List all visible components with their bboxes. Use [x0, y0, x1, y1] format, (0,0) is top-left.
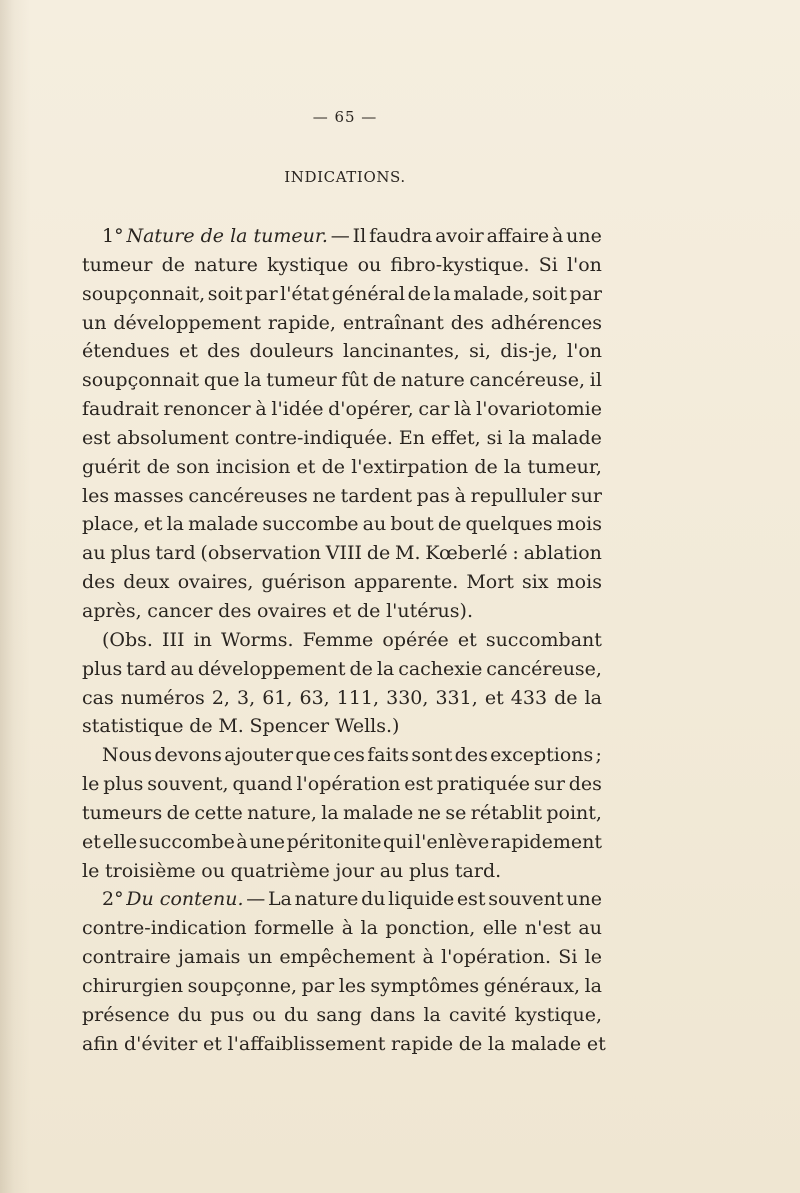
- word: chirurgien: [82, 974, 184, 997]
- word: au: [578, 917, 602, 940]
- word: développement: [113, 311, 261, 334]
- word: malade: [343, 801, 414, 824]
- word: soupçonne,: [187, 974, 298, 997]
- word: rapide,: [267, 311, 336, 334]
- word: et: [82, 830, 101, 853]
- word: soupçonnait,: [82, 282, 206, 305]
- word: six: [522, 571, 549, 594]
- word: entraînant: [342, 311, 444, 334]
- word: rapidement: [490, 830, 602, 853]
- word: l'utérus).: [386, 599, 474, 622]
- italic-heading: Nature de la tumeur.: [126, 225, 328, 247]
- word: des: [568, 773, 602, 796]
- text-line: [82, 741, 602, 770]
- word: des: [450, 311, 484, 334]
- word: ajouter: [224, 744, 294, 767]
- word: des: [218, 599, 252, 622]
- word: Wells.): [334, 715, 400, 738]
- word: la: [503, 455, 522, 478]
- word: ponction,: [385, 917, 476, 940]
- word: quelques: [465, 513, 553, 536]
- word: renoncer: [163, 398, 251, 421]
- word: par: [569, 282, 602, 305]
- word: l'on: [567, 340, 602, 363]
- text-line: [82, 222, 602, 251]
- word: nature: [194, 253, 258, 276]
- word: la: [321, 801, 339, 824]
- word: guérison: [261, 571, 346, 594]
- word: :: [512, 542, 519, 565]
- word: 63,: [299, 686, 330, 709]
- word: les: [338, 974, 366, 997]
- word: faits: [367, 744, 410, 767]
- word: cachexie: [398, 657, 483, 680]
- word: ovaires,: [177, 571, 254, 594]
- word: Femme: [302, 628, 374, 651]
- word: au: [82, 542, 106, 565]
- word: succombant: [485, 628, 602, 651]
- word: que: [203, 369, 240, 392]
- word: absolument: [116, 426, 229, 449]
- word: sang: [316, 1003, 362, 1026]
- word: jour: [335, 859, 375, 882]
- word: tumeur,: [527, 455, 602, 478]
- word: pratiquée: [436, 773, 530, 796]
- word: jamais: [178, 946, 241, 969]
- word: 2,: [211, 686, 230, 709]
- word: des: [454, 744, 488, 767]
- word: symptômes: [370, 974, 480, 997]
- word: mois: [556, 513, 602, 536]
- word: se: [445, 801, 467, 824]
- word: d'opérer,: [328, 398, 414, 421]
- text-line: [82, 453, 602, 482]
- word: cas: [82, 686, 114, 709]
- word: ne: [417, 801, 442, 824]
- word: devons: [154, 744, 222, 767]
- word: plus: [110, 542, 151, 565]
- word: place,: [82, 513, 140, 536]
- word: opérée: [382, 628, 449, 651]
- word: liquide: [388, 888, 455, 911]
- word: kystique: [267, 253, 349, 276]
- word: 111,: [336, 686, 380, 709]
- word: —: [246, 888, 266, 911]
- word: du: [361, 888, 386, 911]
- word: La: [267, 888, 292, 911]
- word: Si: [538, 253, 558, 276]
- word: et: [203, 1032, 222, 1055]
- word: la: [584, 974, 602, 997]
- text-line: [82, 972, 602, 1001]
- word: troisième: [105, 859, 196, 882]
- word: rétablit: [470, 801, 543, 824]
- text-line: [82, 539, 602, 568]
- word: nature,: [247, 801, 317, 824]
- word: VIII: [325, 542, 363, 565]
- word: douleurs: [249, 340, 334, 363]
- word: l'enlève: [415, 830, 490, 853]
- word: par: [245, 282, 278, 305]
- word: mois: [556, 571, 602, 594]
- word: sont: [411, 744, 453, 767]
- text-line: [82, 510, 602, 539]
- word: tard.: [454, 859, 502, 882]
- word: malade: [510, 1032, 582, 1055]
- word: quand: [232, 773, 293, 796]
- word: à: [255, 398, 267, 421]
- text-line: [82, 309, 602, 338]
- text-line: [82, 568, 602, 597]
- word: faudrait: [82, 398, 159, 421]
- word: de: [189, 715, 213, 738]
- word: au: [362, 513, 387, 536]
- italic-heading: Du contenu.: [126, 888, 244, 911]
- word: la: [508, 426, 526, 449]
- word: étendues: [82, 340, 170, 363]
- word: plus: [408, 859, 450, 882]
- word: et: [586, 1032, 606, 1055]
- word: et: [296, 455, 316, 478]
- text-line: [82, 914, 602, 943]
- word: malade: [531, 426, 602, 449]
- word: de: [146, 455, 171, 478]
- word: numéros: [120, 686, 205, 709]
- word: est: [404, 773, 433, 796]
- word: cavité: [448, 1003, 507, 1026]
- word: tumeurs: [82, 801, 163, 824]
- word: repulluler: [470, 484, 567, 507]
- word: malade: [188, 513, 259, 536]
- word: l'opération.: [441, 946, 552, 969]
- word: 331,: [435, 686, 478, 709]
- word: deux: [123, 571, 170, 594]
- word: que: [295, 744, 331, 767]
- word: 1°: [102, 225, 124, 247]
- text-line: [82, 626, 602, 655]
- word: nature: [294, 888, 359, 911]
- word: des: [82, 571, 116, 594]
- word: (observation: [200, 542, 321, 565]
- word: faudra: [369, 225, 433, 247]
- body-text: [82, 222, 606, 1058]
- word: sur: [533, 773, 565, 796]
- word: cette: [194, 801, 243, 824]
- word: souvent: [488, 888, 564, 911]
- word: l'état: [280, 282, 330, 305]
- word: formelle: [254, 917, 335, 940]
- word: masses: [113, 484, 184, 507]
- word: ou: [252, 1003, 276, 1026]
- word: Il: [352, 225, 367, 247]
- word: ablation: [523, 542, 602, 565]
- word: lancinantes,: [343, 340, 460, 363]
- word: bout: [390, 513, 434, 536]
- word: fût: [341, 369, 369, 392]
- word: la: [360, 917, 378, 940]
- word: est: [82, 426, 111, 449]
- word: une: [249, 830, 286, 853]
- word: l'on: [566, 253, 602, 276]
- word: ;: [595, 744, 602, 767]
- word: malade,: [453, 282, 530, 305]
- word: présence: [82, 1003, 170, 1026]
- word: et: [457, 628, 477, 651]
- word: cancéreuses: [188, 484, 308, 507]
- word: l'ovariotomie: [476, 398, 602, 421]
- word: 433: [510, 686, 548, 709]
- word: guérit: [82, 455, 141, 478]
- word: tard: [155, 542, 196, 565]
- word: nature: [400, 369, 465, 392]
- word: Nous: [102, 744, 153, 767]
- word: contre-indication: [82, 917, 247, 940]
- word: une: [566, 225, 602, 247]
- word: pas: [416, 484, 450, 507]
- word: de: [366, 542, 391, 565]
- word: après,: [82, 599, 142, 622]
- word: la: [244, 369, 262, 392]
- word: dis-je,: [500, 340, 558, 363]
- word: M.: [218, 715, 244, 738]
- word: de: [474, 455, 498, 478]
- word: du: [177, 1003, 203, 1026]
- word: n'est: [524, 917, 571, 940]
- word: et: [332, 599, 352, 622]
- text-line: [82, 597, 602, 626]
- word: et: [484, 686, 504, 709]
- word: à: [236, 830, 248, 853]
- word: quatrième: [230, 859, 330, 882]
- word: empêchement: [279, 946, 416, 969]
- word: les: [82, 484, 110, 507]
- word: Kœberlé: [425, 542, 508, 565]
- word: la: [487, 1032, 506, 1055]
- word: est: [456, 888, 486, 911]
- word: elle: [482, 917, 518, 940]
- word: tard: [126, 657, 167, 680]
- word: cancéreuse,: [486, 657, 602, 680]
- word: si: [486, 426, 503, 449]
- word: le: [82, 773, 100, 796]
- word: pus: [210, 1003, 245, 1026]
- word: (Obs.: [102, 628, 153, 651]
- word: ou: [357, 253, 382, 276]
- word: —: [330, 225, 350, 247]
- word: tardent: [340, 484, 412, 507]
- word: de: [437, 513, 462, 536]
- word: la: [166, 513, 185, 536]
- word: succombe: [262, 513, 359, 536]
- word: il: [589, 369, 602, 392]
- word: plus: [103, 773, 144, 796]
- text-line: [82, 424, 602, 453]
- word: au: [170, 657, 194, 680]
- text-line: [82, 337, 602, 366]
- section-title: INDICATIONS.: [284, 168, 406, 186]
- word: la: [433, 282, 451, 305]
- word: au: [379, 859, 404, 882]
- word: de: [407, 282, 432, 305]
- word: l'extirpation: [351, 455, 469, 478]
- word: 2°: [102, 888, 124, 911]
- word: la: [376, 657, 395, 680]
- word: Worms.: [221, 628, 294, 651]
- word: En: [398, 426, 425, 449]
- text-line: [82, 857, 602, 886]
- word: de: [356, 599, 381, 622]
- word: des: [207, 340, 241, 363]
- word: 61,: [262, 686, 293, 709]
- word: du: [283, 1003, 309, 1026]
- word: de: [166, 801, 190, 824]
- word: l'affaiblissement: [227, 1032, 386, 1055]
- word: développement: [197, 657, 346, 680]
- word: la: [584, 686, 602, 709]
- word: soit: [207, 282, 243, 305]
- word: à: [341, 917, 354, 940]
- word: là: [454, 398, 472, 421]
- word: de: [458, 1032, 483, 1055]
- word: apparente.: [353, 571, 459, 594]
- word: cancer: [147, 599, 213, 622]
- word: qui: [383, 830, 414, 853]
- word: tumeur: [266, 369, 337, 392]
- word: souvent,: [147, 773, 229, 796]
- word: point,: [546, 801, 602, 824]
- word: afin: [82, 1032, 119, 1055]
- text-line: [82, 712, 602, 741]
- word: soupçonnait: [82, 369, 200, 392]
- word: avoir: [435, 225, 484, 247]
- text-line: [82, 251, 602, 280]
- word: son: [176, 455, 210, 478]
- text-line: [82, 366, 602, 395]
- word: contraire: [82, 946, 171, 969]
- word: l'opération: [296, 773, 401, 796]
- text-line: [82, 482, 602, 511]
- word: une: [566, 888, 602, 911]
- word: sur: [570, 484, 602, 507]
- text-line: [82, 770, 602, 799]
- word: affaire: [486, 225, 550, 247]
- word: de: [372, 369, 397, 392]
- word: M.: [395, 542, 421, 565]
- word: l'idée: [271, 398, 324, 421]
- word: à: [422, 946, 434, 969]
- word: par: [301, 974, 335, 997]
- word: de: [161, 253, 186, 276]
- text-line: [82, 280, 602, 309]
- word: et: [143, 513, 163, 536]
- word: car: [418, 398, 450, 421]
- word: effet,: [430, 426, 481, 449]
- word: kystique,: [514, 1003, 602, 1026]
- word: la: [423, 1003, 441, 1026]
- word: de: [321, 455, 346, 478]
- word: péritonite: [286, 830, 382, 853]
- word: III: [162, 628, 185, 651]
- text-line: [82, 655, 602, 684]
- word: rapide: [391, 1032, 454, 1055]
- text-line: [82, 799, 602, 828]
- word: adhérences: [490, 311, 602, 334]
- word: exceptions: [490, 744, 594, 767]
- text-line: [82, 1001, 602, 1030]
- word: dans: [369, 1003, 416, 1026]
- word: Si: [558, 946, 578, 969]
- word: 330,: [386, 686, 429, 709]
- word: statistique: [82, 715, 184, 738]
- text-line: [82, 943, 602, 972]
- word: le: [584, 946, 602, 969]
- word: un: [82, 311, 107, 334]
- word: à: [454, 484, 466, 507]
- word: cancéreuse,: [469, 369, 586, 392]
- word: ou: [201, 859, 225, 882]
- text-line: [82, 684, 602, 713]
- word: plus: [82, 657, 123, 680]
- word: si,: [469, 340, 491, 363]
- word: in: [193, 628, 212, 651]
- word: elle: [102, 830, 138, 853]
- word: soit: [532, 282, 567, 305]
- word: succombe: [138, 830, 235, 853]
- word: de: [349, 657, 373, 680]
- word: contre-indiquée.: [234, 426, 393, 449]
- text-line: [82, 885, 602, 914]
- word: ovaires: [257, 599, 327, 622]
- word: et: [179, 340, 198, 363]
- word: ces: [333, 744, 365, 767]
- text-line: [82, 828, 602, 857]
- word: ne: [312, 484, 336, 507]
- page-number: — 65 —: [312, 108, 378, 126]
- word: tumeur: [82, 253, 153, 276]
- word: à: [552, 225, 564, 247]
- word: de: [554, 686, 578, 709]
- word: le: [82, 859, 100, 882]
- word: général: [331, 282, 406, 305]
- text-line: [82, 1030, 606, 1059]
- word: généraux,: [483, 974, 581, 997]
- word: Spencer: [249, 715, 330, 738]
- word: 3,: [237, 686, 256, 709]
- word: incision: [215, 455, 291, 478]
- word: un: [247, 946, 273, 969]
- word: Mort: [466, 571, 514, 594]
- word: d'éviter: [123, 1032, 198, 1055]
- word: fibro-kystique.: [390, 253, 530, 276]
- text-line: [82, 395, 602, 424]
